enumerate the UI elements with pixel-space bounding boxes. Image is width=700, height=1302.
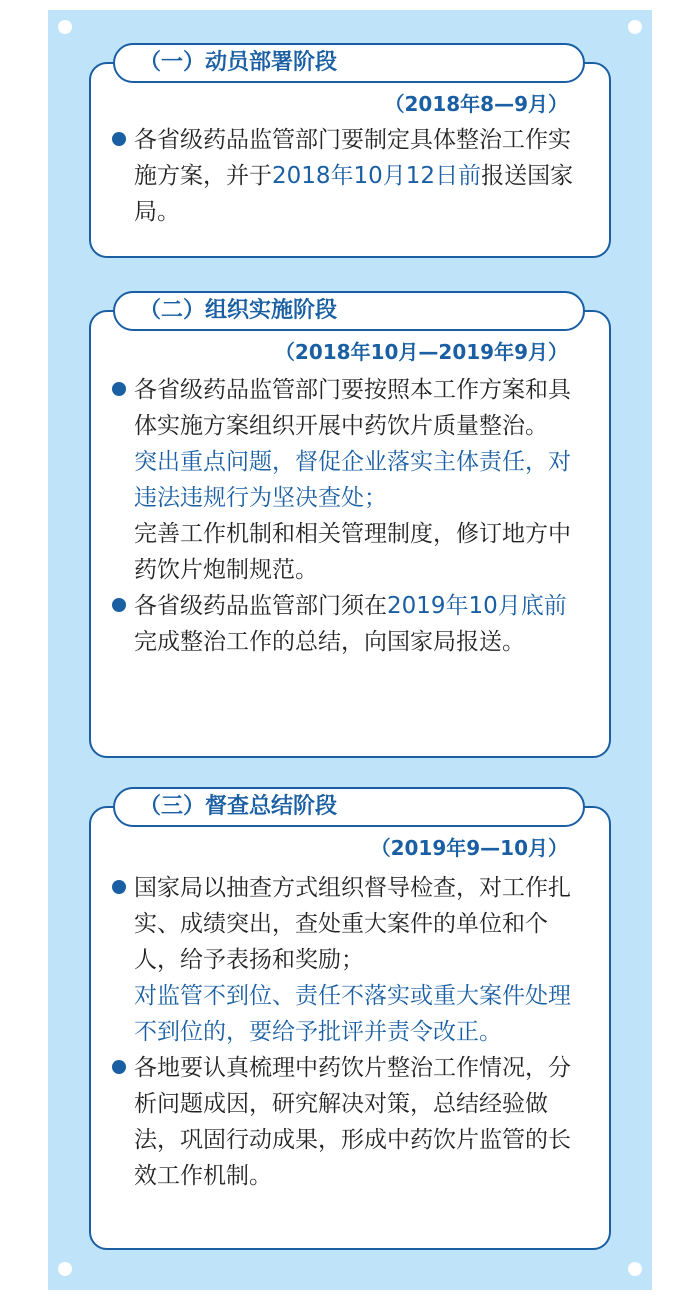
bullet-icon (112, 880, 126, 894)
list-item: 国家局以抽查方式组织督导检查，对工作扎实、成绩突出，查处重大案件的单位和个人，给予表扬和奖励； (110, 870, 580, 978)
bullet-icon (112, 382, 126, 396)
bullet-icon (112, 132, 126, 146)
list-item: 各省级药品监管部门须在2019年10月底前完成整治工作的总结，向国家局报送。 (110, 588, 580, 660)
sub-item: 突出重点问题，督促企业落实主体责任，对违法违规行为坚决查处； (134, 449, 571, 511)
section-title-1: （一）动员部署阶段 (113, 43, 585, 83)
section-body-3 (110, 870, 580, 1194)
sub-item: 对监管不到位、责任不落实或重大案件处理不到位的，要给予批评并责令改正。 (134, 983, 571, 1045)
bullet-icon (112, 598, 126, 612)
section-date-1: （2018年8—9月） (384, 92, 568, 116)
section-title-2: （二）组织实施阶段 (113, 291, 585, 331)
list-item: 各省级药品监管部门要按照本工作方案和具体实施方案组织开展中药饮片质量整治。 (110, 372, 580, 444)
section-body-2 (110, 372, 580, 660)
section-body-1 (110, 122, 580, 230)
bullet-icon (112, 1060, 126, 1074)
decor-dot (58, 1262, 72, 1276)
decor-dot (628, 20, 642, 34)
section-date-2: （2018年10月—2019年9月） (274, 340, 568, 364)
sub-item: 完善工作机制和相关管理制度，修订地方中药饮片炮制规范。 (134, 521, 571, 583)
list-item: 各地要认真梳理中药饮片整治工作情况，分析问题成因，研究解决对策，总结经验做法，巩固行动成果，形成中药饮片监管的长效工作机制。 (110, 1050, 580, 1194)
decor-dot (628, 1262, 642, 1276)
section-title-3: （三）督查总结阶段 (113, 787, 585, 827)
list-item: 各省级药品监管部门要制定具体整治工作实施方案，并于2018年10月12日前报送国家局。 (110, 122, 580, 230)
decor-dot (58, 20, 72, 34)
section-date-3: （2019年9—10月） (370, 836, 568, 860)
